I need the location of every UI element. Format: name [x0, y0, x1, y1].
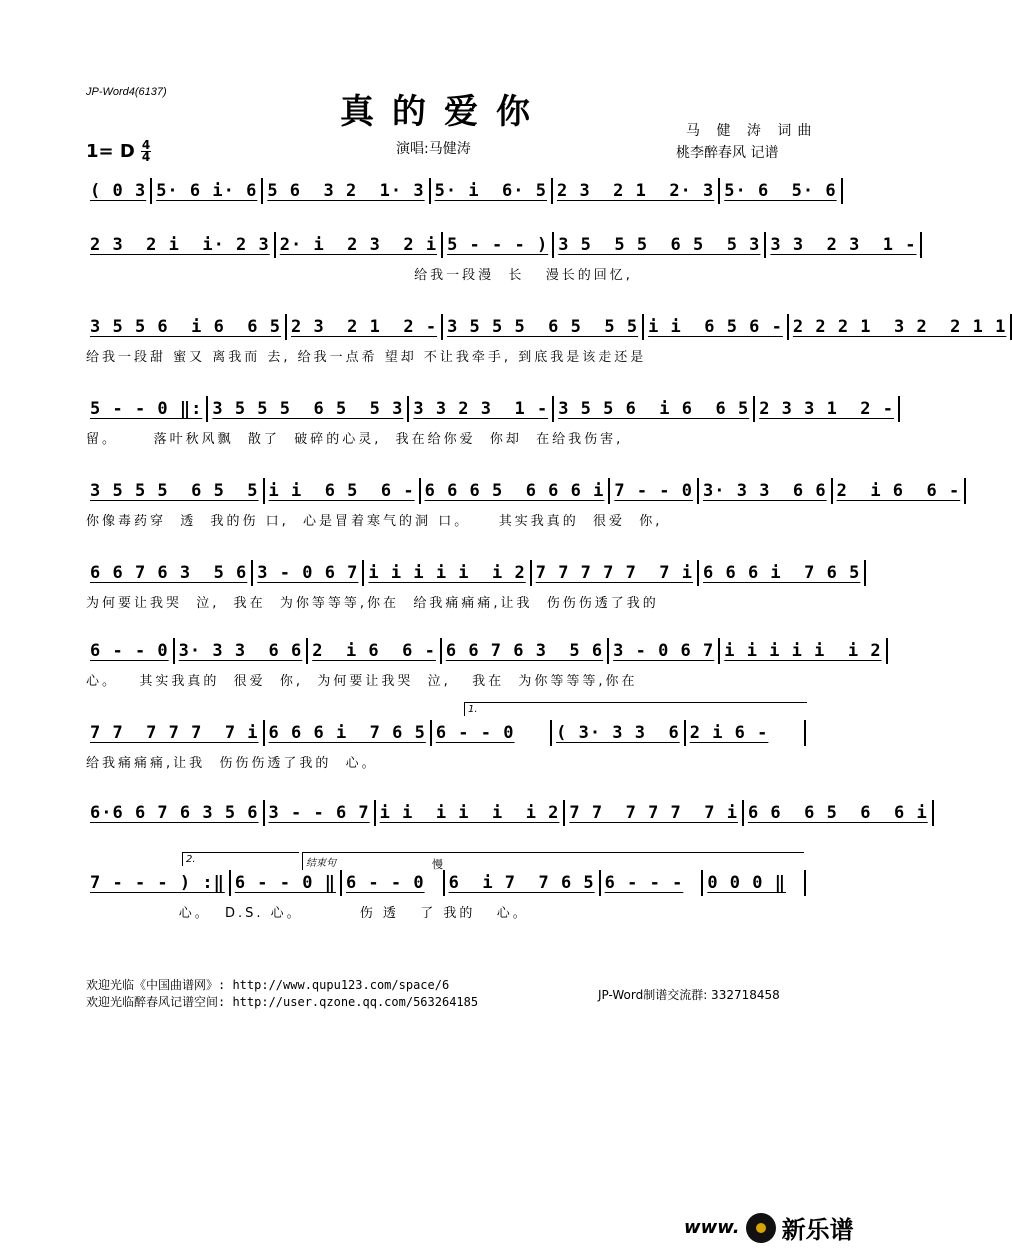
notation-line [86, 870, 806, 896]
credits [676, 120, 817, 164]
barline [964, 478, 966, 504]
lyricist-composer: 马 健 涛 词曲 [686, 123, 818, 139]
barline [920, 232, 922, 258]
measure: 3 5 5 6 i 6 6 5 [558, 399, 750, 419]
measure: 3 5 5 5 6 5 5 3 [212, 399, 404, 419]
measure: 6 6 6 5 6 6 6 i [424, 481, 605, 501]
measure: 2 3 2 1 2· 3 [556, 181, 715, 201]
barline [864, 560, 866, 586]
measure: 7 - - - ) :‖ [90, 873, 225, 893]
barline [898, 396, 900, 422]
logo-www: www. [684, 1217, 740, 1238]
measure: 2 3 2 1 2 - [291, 317, 438, 337]
measure: 3 - 0 6 7 [613, 641, 715, 661]
measure: i i i i i i 2 [379, 803, 560, 823]
footer-links [86, 977, 478, 1011]
measure: 6 6 7 6 3 5 6 [445, 641, 604, 661]
song-title: 真的爱你 [340, 92, 548, 132]
score-system [86, 560, 861, 614]
lyrics-line: 给我一段漫 长 漫长的回忆, [86, 268, 633, 283]
notation-line [86, 232, 917, 258]
measure: 6 6 6 5 6 6 i [747, 803, 928, 823]
time-denominator: 4 [141, 150, 151, 164]
score-system [86, 704, 806, 774]
barline [932, 800, 934, 826]
measure: 3 3 2 3 1 - [413, 399, 549, 419]
measure: 6·6 6 7 6 3 5 6 [90, 803, 259, 823]
singer: 演唱:马健涛 [396, 141, 471, 157]
footer-line-1: 欢迎光临《中国曲谱网》: http://www.qupu123.com/space/6 [86, 978, 450, 992]
lyrics-line: 给我一段甜 蜜又 离我而 去, 给我一点希 望却 不让我牵手, 到底我是该走还是 [86, 350, 647, 365]
measure: 6 - - 0 [90, 641, 169, 661]
measure: 6 i 7 7 6 5 [448, 873, 595, 893]
score-system [86, 854, 806, 924]
measure: 7 - - 0 [614, 481, 694, 501]
tempo-mark: 慢 [432, 858, 443, 871]
notation-line [86, 314, 1007, 340]
measure: 6 - - 0 [345, 873, 425, 893]
score-system [86, 800, 928, 854]
barline [841, 178, 843, 204]
lyrics-line: 心。 其实我真的 很爱 你, 为何要让我哭 泣, 我在 为你等等等,你在 [86, 674, 638, 689]
measure: 2 3 2 i i· 2 3 [90, 235, 270, 255]
notation-line [86, 478, 961, 504]
lyrics-line: 留。 落叶秋风飘 散了 破碎的心灵, 我在给你爱 你却 在给我伤害, [86, 432, 624, 447]
footer-line-2: 欢迎光临醉春风记谱空间: http://user.qzone.qq.com/563264185 [86, 995, 479, 1009]
measure: 7 7 7 7 7 7 i [90, 723, 259, 743]
measure: 2 i 6 6 - [836, 481, 961, 501]
measure: 5 6 3 2 1· 3 [267, 181, 425, 201]
barline [804, 720, 806, 746]
measure: 6 6 6 i 7 6 5 [703, 563, 861, 583]
measure: 6 6 7 6 3 5 6 [90, 563, 248, 583]
score-system [86, 232, 917, 286]
measure: 7 7 7 7 7 7 i [535, 563, 694, 583]
lyrics-line [86, 210, 806, 232]
measure: 3 5 5 6 i 6 6 5 [90, 317, 281, 337]
measure: 3 - 0 6 7 [257, 563, 359, 583]
score-system [86, 314, 1007, 368]
measure: 6 - - 0 ‖ [234, 873, 336, 893]
measure: i i i i i i 2 [368, 563, 526, 583]
measure: 5· 6 5· 6 [724, 181, 837, 201]
measure: 2 i 6 6 - [312, 641, 436, 661]
measure: 5· 6 i· 6 [156, 181, 258, 201]
measure: 0 0 0 ‖ [707, 873, 786, 893]
score-system [86, 396, 895, 450]
ending-label: 结束句 [302, 852, 804, 870]
measure: 6 - - - [604, 873, 684, 893]
barline [804, 870, 806, 896]
notation-line [86, 638, 882, 664]
measure: 2 3 3 1 2 - [759, 399, 895, 419]
lyrics-line: 给我痛痛痛,让我 伤伤伤透了我的 心。 [86, 756, 378, 771]
measure: 5 - - - ) [447, 235, 549, 255]
score-system [86, 478, 961, 532]
key-label: 1= D [86, 141, 135, 162]
lyrics-line: 你像毒药穿 透 我的伤 口, 心是冒着寒气的洞 口。 其实我真的 很爱 你, [86, 514, 663, 529]
lyrics-line: 为何要让我哭 泣, 我在 为你等等等,你在 给我痛痛痛,让我 伤伤伤透了我的 [86, 596, 659, 611]
time-signature [141, 140, 151, 163]
measure: 2 2 2 1 3 2 2 1 1 [792, 317, 1007, 337]
measure: 3· 3 3 6 6 [703, 481, 827, 501]
volta-bracket: 1. [464, 702, 807, 716]
score-system [86, 638, 882, 692]
lyrics-line: 心。 D.S. 心。 伤 透 了 我的 心。 [86, 906, 529, 921]
software-version: JP-Word4(6137) [86, 86, 167, 98]
measure: i i i i i i 2 [724, 641, 882, 661]
disc-icon [746, 1213, 776, 1243]
measure: 3· 3 3 6 6 [178, 641, 303, 661]
transcriber: 桃李醉春风 记谱 [676, 145, 779, 161]
logo-name: 新乐谱 [781, 1216, 854, 1244]
measure: 2 i 6 - [689, 723, 769, 743]
barline [886, 638, 888, 664]
measure: 5 - - 0 ‖: [90, 399, 203, 419]
site-logo [684, 1210, 854, 1245]
measure: ( 0 3 [90, 181, 147, 201]
footer-group: JP-Word制谱交流群: 332718458 [598, 988, 780, 1002]
measure: 3 3 2 3 1 - [770, 235, 917, 255]
score-system [86, 178, 837, 232]
measure: 7 7 7 7 7 7 i [569, 803, 738, 823]
time-numerator: 4 [141, 138, 151, 152]
measure: i i 6 5 6 - [268, 481, 415, 501]
measure: i i 6 5 6 - [648, 317, 783, 337]
measure: 3 5 5 5 6 5 5 [90, 481, 259, 501]
notation-line [86, 178, 837, 204]
measure: 6 - - 0 [435, 723, 515, 743]
measure: 3 5 5 5 6 5 5 5 [447, 317, 639, 337]
notation-line [86, 800, 928, 826]
notation-line [86, 560, 861, 586]
volta-bracket: 2. [182, 852, 299, 866]
measure: ( 3· 3 3 6 [556, 723, 680, 743]
measure: 5· i 6· 5 [434, 181, 547, 201]
notation-line [86, 720, 806, 746]
measure: 3 5 5 5 6 5 5 3 [558, 235, 761, 255]
measure: 2· i 2 3 2 i [279, 235, 438, 255]
lyrics-line [86, 832, 806, 854]
key-signature [86, 140, 151, 163]
measure: 6 6 6 i 7 6 5 [268, 723, 426, 743]
notation-line [86, 396, 895, 422]
measure: 3 - - 6 7 [268, 803, 370, 823]
